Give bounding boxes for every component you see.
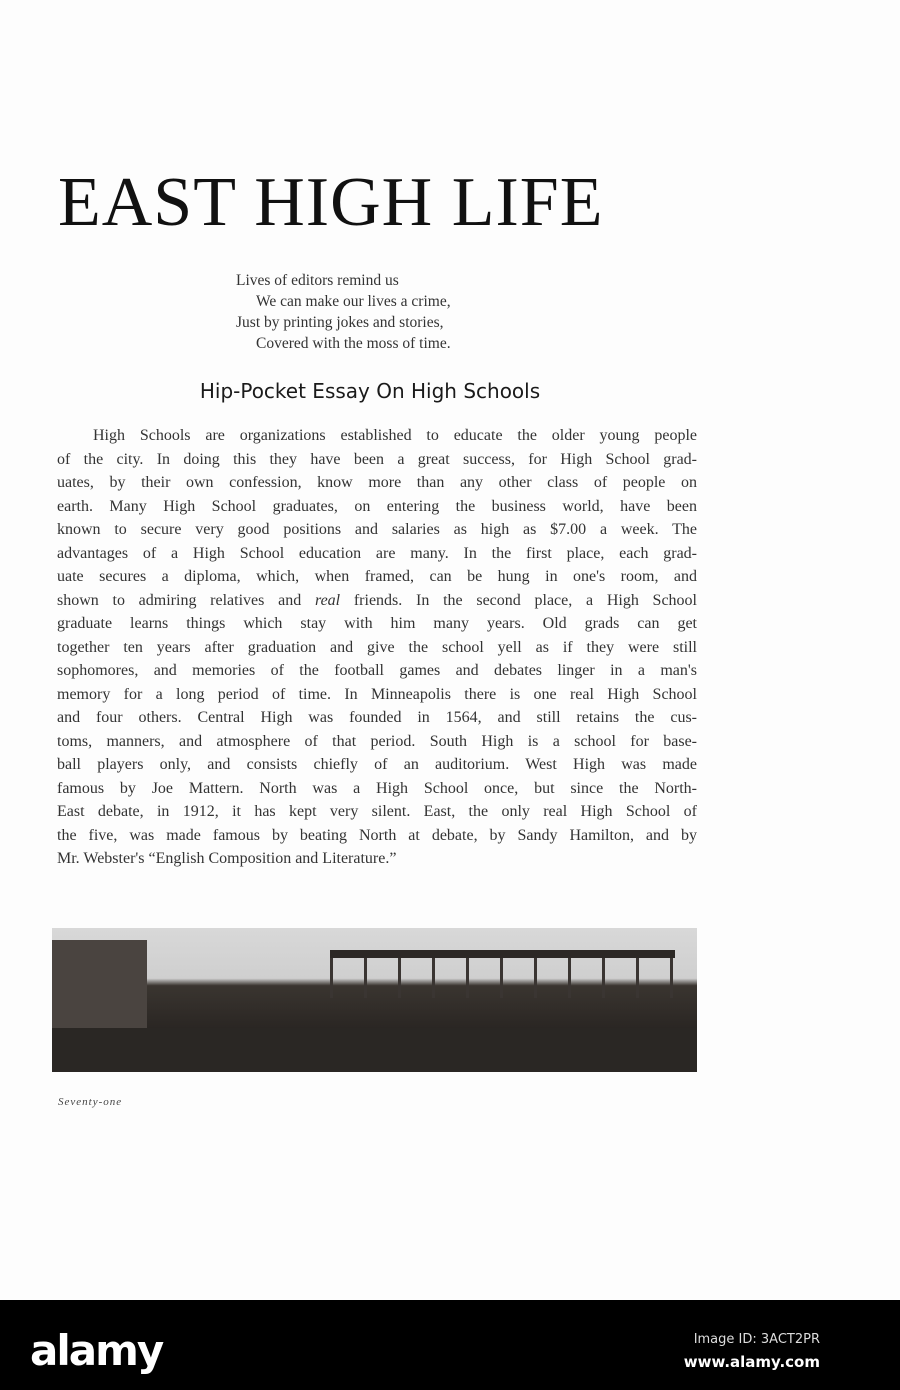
essay-heading: Hip-Pocket Essay On High Schools — [199, 379, 541, 403]
field-ground — [52, 1028, 697, 1072]
grandstand-posts — [330, 958, 675, 998]
football-field-photo — [52, 928, 697, 1072]
essay-line: East debate, in 1912, it has kept very silent. East, the only real High School of — [57, 803, 697, 820]
essay-line: ball players only, and consists chiefly of an auditorium. West High was made — [57, 756, 697, 773]
image-id: Image ID: 3ACT2PR — [693, 1332, 820, 1347]
essay-line: High Schools are organizations established to educate the older young people — [93, 427, 697, 444]
grandstand-roof — [330, 950, 675, 958]
essay-line — [57, 589, 697, 613]
epigraph-poem — [236, 270, 451, 354]
essay-body — [57, 424, 697, 871]
essay-line: Mr. Webster's “English Composition and Literature.” — [57, 850, 397, 867]
watermark-bar — [0, 1300, 900, 1390]
essay-line: toms, manners, and atmosphere of that period. South High is a school for base- — [57, 732, 697, 750]
essay-line: uate secures a diploma, which, when framed, can be hung in one's room, and — [57, 568, 697, 585]
watermark-url: www.alamy.com — [683, 1353, 820, 1371]
essay-line: famous by Joe Mattern. North was a High School once, but since the North- — [57, 779, 697, 797]
poem-line: We can make our lives a crime, — [256, 293, 451, 310]
essay-line: known to secure very good positions and salaries as high as $7.00 a week. The — [57, 521, 697, 538]
poem-line: Lives of editors remind us — [236, 272, 399, 289]
essay-line: of the city. In doing this they have been a great success, for High School grad- — [57, 450, 697, 468]
poem-line: Just by printing jokes and stories, — [236, 314, 444, 331]
essay-line: uates, by their own confession, know more than any other class of people on — [57, 474, 697, 491]
italic-word: real — [314, 591, 341, 609]
page-number: Seventy-one — [58, 1096, 123, 1108]
essay-line: sophomores, and memories of the football games and debates linger in a man's — [57, 662, 697, 679]
essay-line: graduate learns things which stay with him many years. Old grads can get — [57, 615, 697, 632]
page-title: EAST HIGH LIFE — [58, 164, 604, 241]
essay-line: together ten years after graduation and give the school yell as if they were still — [57, 638, 697, 656]
essay-line: advantages of a High School education are many. In the first place, each grad- — [57, 544, 697, 562]
essay-line-end: friends. In the second place, a High School — [340, 591, 697, 609]
alamy-logo: alamy — [30, 1326, 163, 1375]
essay-line: memory for a long period of time. In Minneapolis there is one real High School — [57, 685, 697, 703]
essay-line: earth. Many High School graduates, on entering the business world, have been — [57, 497, 697, 515]
poem-line: Covered with the moss of time. — [256, 335, 451, 352]
essay-line-start: shown to admiring relatives and — [57, 591, 315, 609]
essay-line: and four others. Central High was founded in 1564, and still retains the cus- — [57, 709, 697, 726]
essay-line: the five, was made famous by beating North at debate, by Sandy Hamilton, and by — [57, 826, 697, 844]
